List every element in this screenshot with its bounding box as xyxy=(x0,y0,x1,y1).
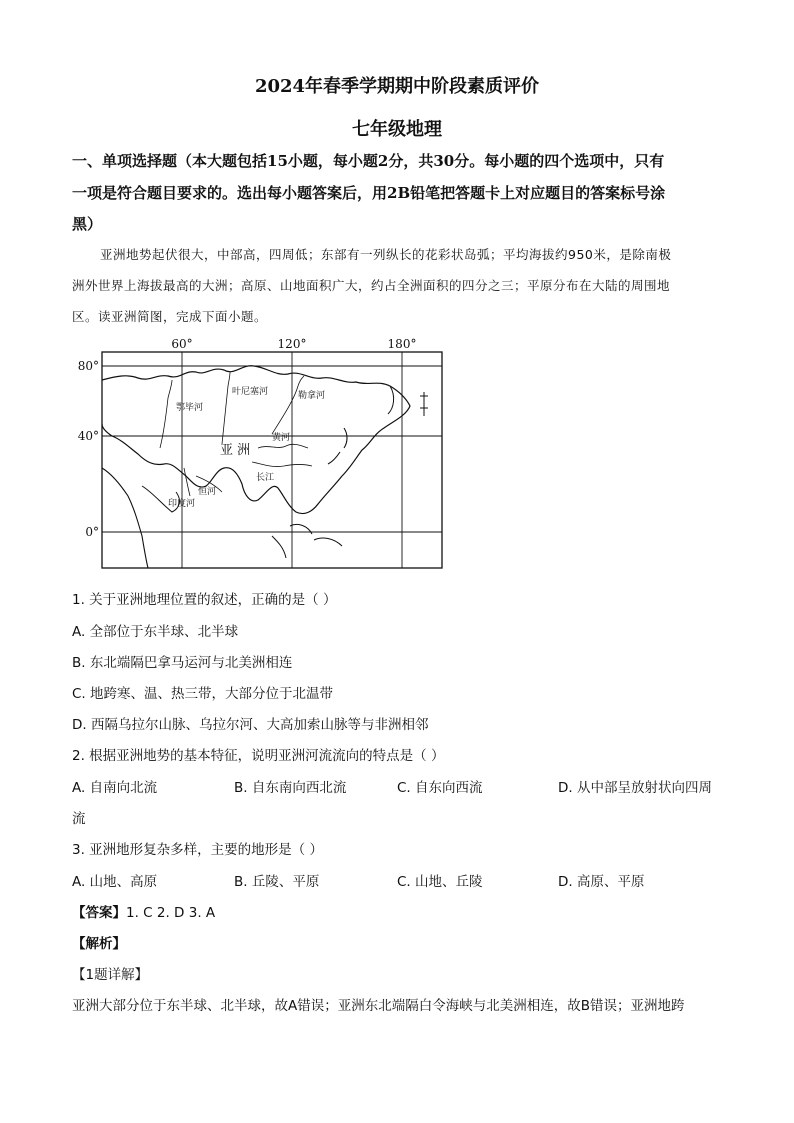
detail-text: 亚洲大部分位于东半球、北半球，故A错误；亚洲东北端隔白令海峡与北美洲相连，故B错误；亚洲地跨 xyxy=(72,998,685,1014)
asia-map xyxy=(72,336,452,576)
question-2-option-c: C. 自东向西流 xyxy=(397,780,483,796)
region-label: 亚 洲 xyxy=(220,443,251,458)
question-3-stem: 3. 亚洲地形复杂多样，主要的地形是（ ） xyxy=(72,842,323,858)
river-label-ganges: 恒河 xyxy=(198,487,217,497)
page-title: 2024年春季学期期中阶段素质评价 xyxy=(254,76,540,97)
river-label-ob: 鄂毕河 xyxy=(176,403,204,413)
question-3-option-d: D. 高原、平原 xyxy=(558,874,645,890)
river-label-yellow: 黄河 xyxy=(272,433,291,443)
question-1-option-d: D. 西隔乌拉尔山脉、乌拉尔河、大高加索山脉等与非洲相邻 xyxy=(72,717,429,733)
river-label-yangtze: 长江 xyxy=(256,473,275,483)
question-3-option-b: B. 丘陵、平原 xyxy=(234,874,320,890)
answer-tag: 【答案】 xyxy=(72,905,126,921)
section-heading-line2: 一项是符合题目要求的。选出每小题答案后，用2B铅笔把答题卡上对应题目的答案标号涂 xyxy=(72,184,666,202)
lat-label-0: 0° xyxy=(85,525,99,539)
section-heading-line1: 一、单项选择题（本大题包括15小题，每小题2分，共30分。每小题的四个选项中，只有 xyxy=(72,152,665,170)
question-3-option-a: A. 山地、高原 xyxy=(72,874,158,890)
question-2-option-a: A. 自南向北流 xyxy=(72,780,158,796)
question-1-option-c: C. 地跨寒、温、热三带，大部分位于北温带 xyxy=(72,686,334,702)
passage-line3: 区。读亚洲简图，完成下面小题。 xyxy=(72,309,268,324)
question-1-option-a: A. 全部位于东半球、北半球 xyxy=(72,624,239,640)
question-3-option-c: C. 山地、丘陵 xyxy=(397,874,483,890)
map-frame xyxy=(102,352,442,568)
question-2-option-d: D. 从中部呈放射状向四周 xyxy=(558,780,712,796)
river-label-lena: 勒拿河 xyxy=(298,391,326,401)
lon-label-60: 60° xyxy=(171,337,193,351)
lat-label-40: 40° xyxy=(77,429,99,443)
answer-text: 1. C 2. D 3. A xyxy=(126,905,216,921)
question-2-option-b: B. 自东南向西北流 xyxy=(234,780,347,796)
lon-label-180: 180° xyxy=(387,337,417,351)
detail-tag: 【1题详解】 xyxy=(72,967,149,983)
river-label-yenisei: 叶尼塞河 xyxy=(232,387,269,397)
passage-line2: 洲外世界上海拔最高的大洲；高原、山地面积广大，约占全洲面积的四分之三；平原分布在大陆的周围地 xyxy=(72,278,671,293)
question-1-stem: 1. 关于亚洲地理位置的叙述，正确的是（ ） xyxy=(72,592,337,608)
question-2-stem: 2. 根据亚洲地势的基本特征，说明亚洲河流流向的特点是（ ） xyxy=(72,748,445,764)
passage-line1: 亚洲地势起伏很大，中部高，四周低；东部有一列纵长的花彩状岛弧；平均海拔约950米，是除南极 xyxy=(100,247,672,262)
question-2-option-d-wrap: 流 xyxy=(72,811,86,827)
question-1-option-b: B. 东北端隔巴拿马运河与北美洲相连 xyxy=(72,655,293,671)
analysis-tag: 【解析】 xyxy=(72,936,126,952)
answer-line xyxy=(72,901,215,921)
river-label-indus: 印度河 xyxy=(168,499,196,509)
page-subtitle: 七年级地理 xyxy=(352,119,442,140)
section-heading-line3: 黑） xyxy=(72,215,103,233)
lat-label-80: 80° xyxy=(77,359,99,373)
lon-label-120: 120° xyxy=(277,337,307,351)
